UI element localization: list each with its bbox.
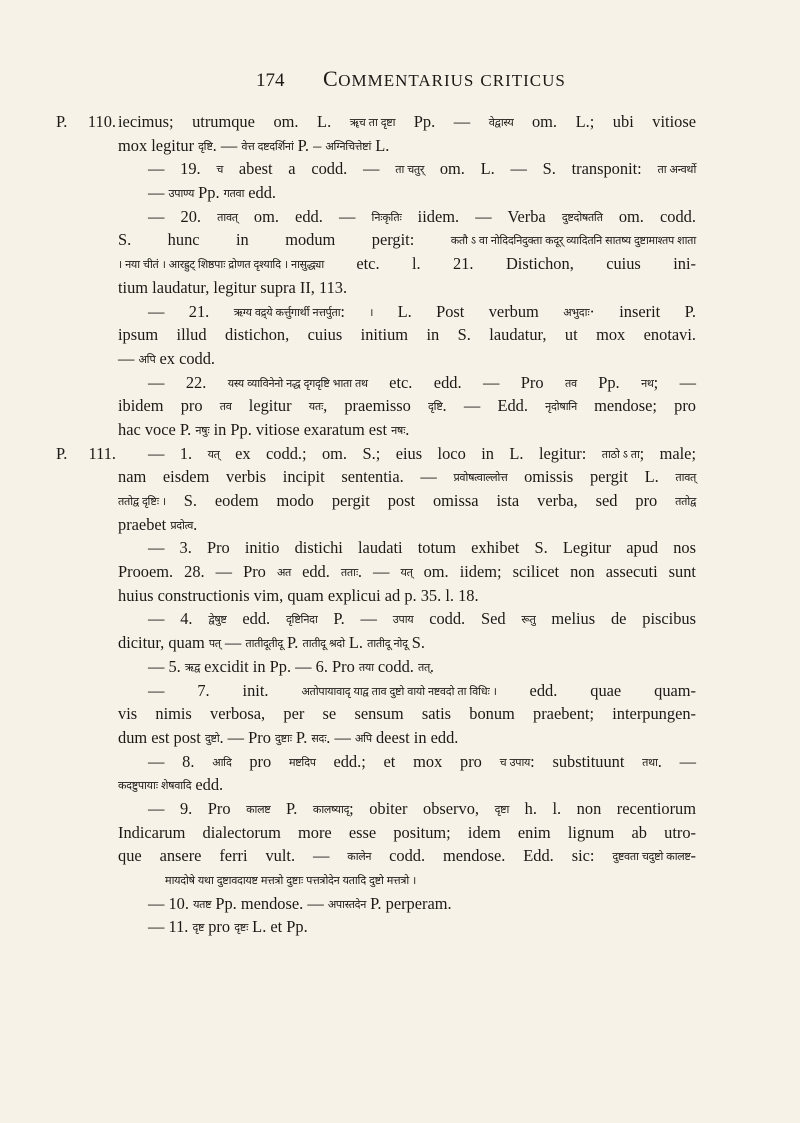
sanskrit-text: ताठो ऽ ता <box>601 447 640 461</box>
sanskrit-text: नथ <box>641 376 654 390</box>
text-line <box>118 371 696 395</box>
line-text: ibidem pro तव legitur यतः, praemisso दृष्टि. — Edd. नृदोषानि mendose; pro <box>118 396 696 415</box>
text-line <box>118 157 696 181</box>
page-header <box>0 62 800 92</box>
line-text: — 4. द्वेषुष्ट edd. दृष्टिनिदा P. — उपाय codd. Sed रूतु melius de piscibus <box>148 609 696 628</box>
sanskrit-text: यस्य व्याविनेनो नद्ध दृगदृष्टि भाता तथ <box>227 376 368 390</box>
text-line <box>118 181 696 205</box>
sanskrit-text: प्रवोषत्वाल्लोत्त <box>453 471 508 485</box>
text-line <box>118 489 696 513</box>
text-line <box>118 276 696 300</box>
sanskrit-text: निःकृतिः <box>371 210 402 224</box>
text-line <box>118 726 696 750</box>
sanskrit-text: । <box>369 305 374 319</box>
sanskrit-text: तथा <box>642 755 658 769</box>
text-line <box>118 868 696 892</box>
line-text: Prooem. 28. — Pro अत edd. तताः. — यत् om. iidem; scilicet non assecuti sunt <box>118 562 696 581</box>
sanskrit-text: दुष्टवता चदुष्टो कालष्ट <box>612 850 691 864</box>
sanskrit-text: कतौ ऽ वा नोदिदनिदुक्ता कदूर् व्यादितनि सातष्य दुष्टामाश्तप शाता <box>450 234 696 248</box>
line-text: — 19. च abest a codd. — ता चतुर् om. L. — S. transponit: ता अन्वर्थो <box>148 159 696 178</box>
text-line <box>118 679 696 703</box>
sanskrit-text: नषः <box>391 423 406 437</box>
line-text: S. hunc in modum pergit: कतौ ऽ वा नोदिदनिदुक्ता कदूर् व्यादितनि सातष्य दुष्टामाश्तप शाता <box>118 230 696 249</box>
sanskrit-text: ता अन्वर्थो <box>657 163 697 177</box>
text-line <box>118 205 696 229</box>
line-text: — 21. ऋग्य वद्र्ये कर्त्तुगार्थी नत्तर्पुता: । L. Post verbum अभुदाः· inserit P. <box>148 302 696 321</box>
sanskrit-text: यतष्ट <box>193 897 212 911</box>
text-line <box>118 394 696 418</box>
sanskrit-text: दृष्टि <box>428 400 443 414</box>
line-text: — 10. यतष्ट Pp. mendose. — अपास्तदेन P. perperam. <box>148 894 452 913</box>
text-line <box>118 702 696 726</box>
margin-page-reference: P. 110. <box>56 112 116 131</box>
line-text: dum est post दुष्टो. — Pro दुष्टाः P. सदः. — अपि deest in edd. <box>118 728 458 747</box>
text-line <box>118 560 696 584</box>
sanskrit-text: ता चतुर् <box>395 163 425 177</box>
sanskrit-text: अतोपायावादृ याद्व ताव दुष्टो वायो नष्टवदो ता विधिः । <box>301 684 497 698</box>
text-line <box>118 300 696 324</box>
sanskrit-text: यत् <box>207 447 220 461</box>
text-line <box>118 347 696 371</box>
text-line <box>56 110 697 134</box>
sanskrit-text: ततोद्व <box>675 495 696 508</box>
line-text: ipsum illud distichon, cuius initium in S. laudatur, ut mox enotavi. <box>118 325 696 345</box>
sanskrit-text: तावत् <box>675 471 697 485</box>
line-text: कदष्टुपायाः शेषवादि edd. <box>118 775 223 794</box>
sanskrit-text: दृष्ट <box>192 921 205 935</box>
sanskrit-text: दृष्टः <box>234 921 249 935</box>
sanskrit-text: यतः <box>308 400 324 414</box>
sanskrit-text: । नया चीतं । आरह्रुट् शिष्ठपाः द्रोणत दृश्यादि । नासुद्ध्या <box>118 258 324 272</box>
sanskrit-text: आदि <box>212 755 232 769</box>
sanskrit-text: तव <box>565 376 577 390</box>
sanskrit-text: ऋद्व <box>184 660 200 674</box>
line-text: huius constructionis vim, quam explicui ad p. 35. l. 18. <box>118 585 479 605</box>
text-line <box>118 915 696 939</box>
text-line <box>118 797 696 821</box>
text-line <box>118 631 696 655</box>
sanskrit-text: तव <box>219 400 232 414</box>
line-text: — 7. init. अतोपायावादृ याद्व ताव दुष्टो वायो नष्टवदो ता विधिः । edd. quae quam- <box>148 681 696 700</box>
sanskrit-text: दुष्टो <box>204 731 220 745</box>
page-number: 174 <box>256 70 285 91</box>
sanskrit-text: वेत्त दष्टदर्शिनां <box>241 139 294 153</box>
sanskrit-text: तताः <box>340 566 358 580</box>
line-text: praebet प्रदोत्व. <box>118 515 197 534</box>
line-text: — अपि ex codd. <box>118 349 215 368</box>
line-text: vis nimis verbosa, per se sensum satis bonum praebent; interpungen- <box>118 704 696 724</box>
line-text: — 9. Pro कालष्ट P. कालष्यादृ; obiter observo, दृष्टा h. l. non recentiorum <box>148 799 696 818</box>
line-text: — 22. यस्य व्याविनेनो नद्ध दृगदृष्टि भाता तथ etc. edd. — Pro तव Pp. नथ; — <box>148 373 696 392</box>
sanskrit-text: कालेन <box>347 850 372 864</box>
text-line <box>118 323 696 347</box>
sanskrit-text: अपास्तदेन <box>327 897 367 911</box>
line-text: — 3. Pro initio distichi laudati totum exhibet S. Legitur apud nos <box>148 538 696 558</box>
sanskrit-text: तत् <box>417 660 430 674</box>
sanskrit-text: मायदोषे यथा दुष्टावदायष्ट मत्तत्रो दुष्टाः पत्तत्रोदेन यतादि दुष्टो मत्तत्रो । <box>165 874 417 887</box>
sanskrit-text: दृष्टि <box>198 139 213 153</box>
sanskrit-text: अपि <box>354 731 372 745</box>
text-line <box>118 584 696 608</box>
sanskrit-text: गतवा <box>223 187 245 201</box>
text-line <box>118 252 696 276</box>
text-line <box>118 773 696 797</box>
line-text: iecimus; utrumque om. L. ॠच ता दृष्टा Pp. — वेद्वास्य om. L.; ubi vitiose <box>118 112 696 131</box>
line-text: — उपाण्य Pp. गतवा edd. <box>148 183 276 202</box>
sanskrit-text: उपाण्य <box>168 187 195 201</box>
sanskrit-text: रूतु <box>521 613 536 627</box>
sanskrit-text: कालष्यादृ <box>312 802 350 816</box>
sanskrit-text: दुष्टदोषतति <box>561 210 603 224</box>
sanskrit-text: उपाय <box>392 613 414 627</box>
sanskrit-text: प्रदोत्व <box>170 518 194 532</box>
sanskrit-text: सदः <box>311 731 327 745</box>
line-text: que ansere ferri vult. — कालेन codd. mendose. Edd. sic: दुष्टवता चदुष्टो कालष्ट- <box>118 846 696 865</box>
text-line <box>118 536 696 560</box>
sanskrit-text: कालष्ट <box>246 802 271 816</box>
sanskrit-text: अपि <box>138 352 156 366</box>
text-line <box>118 844 696 868</box>
line-text <box>165 870 416 889</box>
sanskrit-text: तातीदू नोदू <box>367 637 408 651</box>
line-text: mox legitur दृष्टि. — वेत्त दष्टदर्शिनां P. – अग्निचित्तेष्टां L. <box>118 136 389 155</box>
text-line <box>118 465 696 489</box>
line-text: — 8. आदि pro मष्टदिप edd.; et mox pro च उपाय: substituunt तथा. — <box>148 752 696 771</box>
sanskrit-text: अत <box>276 566 292 580</box>
sanskrit-text: च उपाय <box>499 755 531 769</box>
sanskrit-text: दृष्टा <box>494 802 510 816</box>
sanskrit-text: तातीदू श्रदो <box>302 637 345 651</box>
sanskrit-text: ततोद्व दृष्टिः । <box>118 495 166 508</box>
line-text: Indicarum dialectorum more esse positum; idem enim lignum ab utro- <box>118 822 696 842</box>
sanskrit-text: अभुदाः <box>563 305 590 319</box>
sanskrit-text: ऋग्य वद्र्ये कर्त्तुगार्थी नत्तर्पुता <box>233 305 341 319</box>
sanskrit-text: नषुः <box>195 423 210 437</box>
line-text: — 1. यत् ex codd.; om. S.; eius loco in L. legitur: ताठो ऽ ता; male; <box>148 444 696 463</box>
sanskrit-text: मष्टदिप <box>288 755 316 769</box>
line-text: । नया चीतं । आरह्रुट् शिष्ठपाः द्रोणत दृश्यादि । नासुद्ध्या etc. l. 21. Distichon, cuius ini- <box>118 254 696 273</box>
text-line <box>56 442 697 466</box>
line-text: — 11. दृष्ट pro दृष्टः L. et Pp. <box>148 917 308 936</box>
text-line <box>118 513 696 537</box>
line-text: — 5. ऋद्व excidit in Pp. — 6. Pro तया codd. तत्. <box>148 657 434 676</box>
sanskrit-text: तया <box>358 660 374 674</box>
margin-page-reference: P. 111. <box>56 443 116 463</box>
sanskrit-text: यत् <box>400 566 413 580</box>
sanskrit-text: अग्निचित्तेष्टां <box>325 139 372 153</box>
text-line <box>118 821 696 845</box>
line-text: ततोद्व दृष्टिः । S. eodem modo pergit post omissa ista verba, sed pro ततोद्व <box>118 491 696 510</box>
line-text: hac voce P. नषुः in Pp. vitiose exaratum est नषः. <box>118 420 409 439</box>
text-line <box>118 750 696 774</box>
sanskrit-text: कदष्टुपायाः शेषवादि <box>118 779 192 793</box>
text-line <box>118 134 696 158</box>
line-text: dicitur, quam पत् — तातीदूतीदू P. तातीदू श्रदो L. तातीदू नोदू S. <box>118 633 425 652</box>
line-text: tium laudatur, legitur supra II, 113. <box>118 277 348 297</box>
sanskrit-text: तावत् <box>217 210 238 224</box>
sanskrit-text: दृष्टिनिदा <box>285 613 318 627</box>
sanskrit-text: तातीदूतीदू <box>245 637 283 651</box>
line-text: — 20. तावत् om. edd. — निःकृतिः iidem. — Verba दुष्टदोषतति om. codd. <box>148 207 696 226</box>
sanskrit-text: नृदोषानि <box>545 400 577 414</box>
sanskrit-text: दुष्टाः <box>275 731 292 745</box>
running-head: COMMENTARIUS CRITICUS <box>323 66 566 91</box>
text-line <box>118 228 696 252</box>
sanskrit-text: पत् <box>208 637 221 651</box>
text-line <box>118 418 696 442</box>
text-line <box>118 655 696 679</box>
text-line <box>118 892 696 916</box>
line-text: nam eisdem verbis incipit sententia. — प्रवोषत्वाल्लोत्त omissis pergit L. तावत् <box>118 467 696 486</box>
sanskrit-text: च <box>216 163 224 177</box>
sanskrit-text: ॠच ता दृष्टा <box>349 116 396 129</box>
sanskrit-text: द्वेषुष्ट <box>208 613 227 627</box>
commentary-text <box>56 110 697 939</box>
sanskrit-text: वेद्वास्य <box>488 116 514 129</box>
text-line <box>118 607 696 631</box>
